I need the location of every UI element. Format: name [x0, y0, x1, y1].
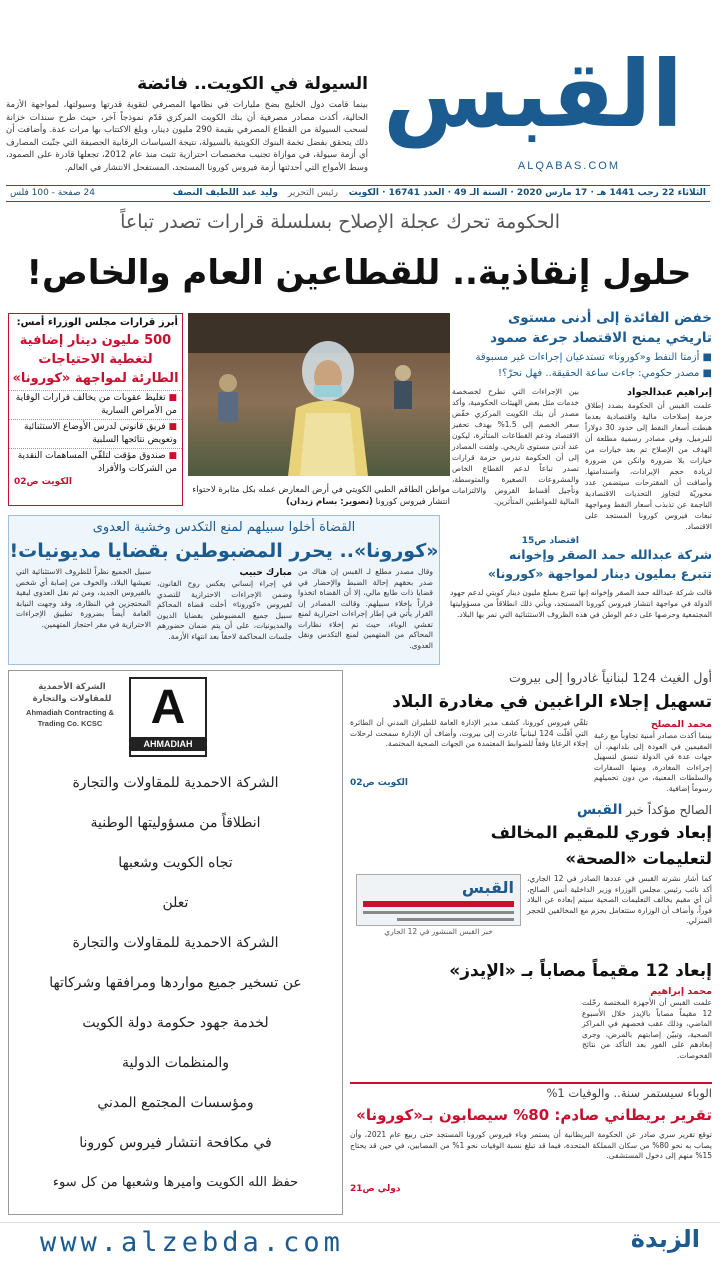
- main-kicker: الحكومة تحرك عجلة الإصلاح بسلسلة قرارات تصدر تباعاً: [120, 211, 560, 233]
- uk-kicker: الوباء سيستمر سنة.. والوفيات 1%: [546, 1086, 712, 1100]
- editorial-box: [6, 72, 368, 182]
- evac-body-right: بينما أكدت مصادر أمنية تجاوباً مع رغبة المقيمين في العودة إلى بلدانهم، أن جهات عدة في الدولة تنسق لتسهيل إجراءات المغادرة، ومنها السفارات والسلطات المعنية، من دون تحميلهم رسوماً إضافية.: [594, 731, 712, 793]
- clip-logo: القبس: [461, 878, 514, 897]
- ahmadiah-logo: [129, 677, 207, 757]
- ahmadiah-logo-name: AHMADIAH: [131, 737, 205, 751]
- evac-page-ref: الكويت ص02: [350, 778, 409, 788]
- ahmadiah-line: لخدمة جهود حكومة دولة الكويت: [82, 1015, 269, 1031]
- date-bar: [6, 185, 710, 202]
- uk-headline: تقرير بريطاني صادم: 80% سيصابون بـ«كورونا»: [356, 1106, 712, 1124]
- date-line: الثلاثاء 22 رجب 1441 هـ · 17 مارس 2020 · السنة الـ 49 · العدد 16741 · الكويت: [348, 188, 706, 198]
- ahmadiah-name-en: Ahmadiah Contracting & Trading Co. KCSC: [26, 708, 114, 728]
- cabinet-page-ref: الكويت ص02: [14, 477, 73, 487]
- hiv-author: محمد إبراهيم: [650, 986, 712, 997]
- deport-body: كما أشار نشرته القبس في عددها الصادر في 12 الجاري، أكد نائب رئيس مجلس الوزراء وزير الداخلية أنس الصالح، أن أي مقيم يخالف التعليمات الصحية سيتم إبعاده عن البلاد فوراً، وأضاف أن الوزارة ستتعامل بحزم مع المخالفين للحجر المنزلي.: [527, 874, 712, 925]
- footer-url: www.alzebda.com: [40, 1227, 344, 1258]
- hiv-headline: إبعاد 12 مقيماً مصاباً بـ «الإيدز»: [449, 961, 712, 981]
- hiv-story: [350, 957, 712, 1077]
- donation-body: قالت شركة عبدالله حمد الصقر وإخوانه إنها تتبرع بمبلغ مليون دينار كويتي لدعم جهود الدولة في مواجهة انتشار فيروس كورونا المستجد، ويأتي ذلك انطلاقاً من مسؤوليتها المجتمعية وحرصها على دعم الوطن في هذه الظروف الاستثنائية التي تمر بها البلاد.: [450, 588, 712, 619]
- courts-body-right: وقال مصدر مطلع لـ القبس إن هناك من صدر بحقهم إحالة الضبط والإحضار في قضايا ذات طابع مالي، إلا أن القضاة اتخذوا قراراً بإخلاء سبيلهم. وقالت المصادر إن القرار يأتي في إطار إجراءات احترازية لمنع تفشي الوباء، حيث تم إخلاء نظارات المحاكم من المتهمين لمنع التكدس ونقل العدوى.: [298, 567, 433, 650]
- ahmadiah-logo-letter: A: [150, 681, 186, 734]
- cabinet-big-2: لتغطية الاحتياجات: [38, 352, 153, 367]
- courts-body-left: سبيل الجميع نظراً للظروف الاستثنائية التي تعيشها البلاد، والخوف من إصابة أي شخص بالفيروس الجديد، ومن ثم نقل العدوى لبقية المحتجزين في النظارة، وقد وجهت النيابة العامة أيضاً بضرورة تطبيق الإجراءات الاحترازية في مقر احتجاز المتهمين.: [16, 567, 151, 629]
- editor-name: وليد عبد اللطيف النصف: [172, 188, 278, 198]
- cabinet-item: ■ تغليظ عقوبات من يخالف قرارات الوقاية من الأمراض السارية: [9, 390, 182, 419]
- photo-credit: (تصوير: بسام زيدان): [286, 497, 373, 507]
- uk-body: توقع تقرير سري صادر عن الحكومة البريطانية أن يستمر وباء فيروس كورونا المستجد حتى ربيع عام 2021، وأن يصاب به نحو 80% من سكان المملكة المتحدة، فيما قد تبلغ نسبة الوفيات نحو 1% من المصابين، في حين قد يحتاج 15% منهم إلى دخول المستشفى.: [350, 1130, 712, 1160]
- evac-kicker: أول الغيث 124 لبنانياً غادروا إلى بيروت: [509, 670, 712, 685]
- deport-clipping: [356, 874, 521, 926]
- health-worker-illustration: [188, 313, 450, 476]
- rates-bullet-1: ■ أزمتا النفط و«كورونا» تستدعيان إجراءات غير مسبوقة: [475, 352, 712, 363]
- footer-bar: [0, 1222, 720, 1265]
- cabinet-item: ■ صندوق مؤقت لتلقّي المساهمات النقدية من الشركات والأفراد: [9, 448, 182, 477]
- evac-story: [350, 668, 712, 796]
- ahmadiah-line: الشركة الاحمدية للمقاولات والتجارة: [72, 775, 279, 791]
- rates-author: إبراهيم عبدالجواد: [626, 387, 712, 398]
- uk-report: [350, 1082, 712, 1212]
- logo-text: القبس: [383, 41, 683, 148]
- ahmadiah-line: ومؤسسات المجتمع المدني: [97, 1095, 254, 1111]
- ahmadiah-ad: [8, 670, 343, 1215]
- ahmadiah-line: الشركة الاحمدية للمقاولات والتجارة: [72, 935, 279, 951]
- deport-kicker-logo: القبس: [576, 802, 623, 818]
- ahmadiah-message: [9, 763, 342, 1203]
- editorial-title: السيولة في الكويت.. فائضة: [137, 74, 368, 94]
- rates-story: [452, 308, 712, 546]
- courts-story: [8, 515, 440, 665]
- rates-bullet-2: ■ مصدر حكومي: جاءت ساعة الحقيقة.. فهل نحرّ؟!: [497, 368, 712, 379]
- rates-line2: تاريخي يمنح الاقتصاد جرعة صمود: [490, 330, 712, 346]
- courts-author: مبارك حبيب: [239, 568, 292, 578]
- ahmadiah-line: تعلن: [162, 895, 189, 911]
- evac-headline: تسهيل إجلاء الراغبين في مغادرة البلاد: [392, 692, 712, 712]
- evac-body-left: تلقّي فيروس كورونا، كشف مدير الإدارة العامة للطيران المدني أن الطائرة التي أقلّت 124 لبنانياً غادرت إلى بيروت، وأضاف أن الإدارة سمحت لرحلات إجلاء الرعايا وفقاً للضوابط المعتمدة من الجهات الصحية المختصة.: [350, 718, 588, 748]
- donation-line1: شركة عبدالله حمد الصقر وإخوانه: [509, 547, 712, 562]
- photo-caption: مواطن الطاقم الطبي الكويتي في أرض المعارض عمله بكل مثابرة لاحتواء انتشار فيروس كورونا (تصوير: بسام زيدان): [192, 485, 450, 507]
- ahmadiah-line: انطلاقاً من مسؤوليتها الوطنية: [90, 815, 261, 831]
- deport-line1: إبعاد فوري للمقيم المخالف: [490, 823, 712, 842]
- ahmadiah-line: والمنظمات الدولية: [122, 1055, 229, 1071]
- cabinet-item: ■ فريق قانوني لدرس الأوضاع الاستثنائية وتعويض نتائجها السلبية: [9, 419, 182, 448]
- courts-headline: «كورونا».. يحرر المضبوطين بقضايا مديونيات!: [9, 540, 439, 562]
- ahmadiah-name-ar: الشركة الأحمدية للمقاولات والتجارة: [32, 682, 112, 704]
- footer-brand: الزبدة: [630, 1225, 700, 1253]
- editorial-body: بينما قامت دول الخليج بضخ مليارات في نظامها المصرفي لتقوية قدرتها وسيولتها، لمواجهة الأزمة الحالية، أكدت مصادر مصرفية أن بنك الكويت المركزي قدّم نموذجاً آخر، حيث طرح سندات خزانة لسحب السيولة من القطاع المصرفي بقيمة 290 مليون دينار، وبلغ الاكتتاب بها مرات عدة. وأضافت أن ذلك يتحقق بفضل تخمة البنوك الكويتية بالسيولة، نتيجة السياسات الرقابية الحصيفة التي جنّبت المصارف أي أزمة سيولة، في موازاة تجنيب مخصصات احترازية تثبت منذ عام 2012، تجعلها قادرة على الصمود، وسط الأمواج التي أحدثتها أزمة فيروس كورونا المستجد، المستفحل الانتشار في العالم.: [6, 100, 368, 173]
- ahmadiah-line: حفظ الله الكويت واميرها وشعبها من كل سوء: [52, 1175, 299, 1190]
- editor-label: رئيس التحرير: [287, 188, 338, 198]
- hiv-body: علمت القبس أن الأجهزة المختصة رحّلت 12 مقيماً مصاباً بالإيدز خلال الأسبوع الماضي، وذلك عقب فحصهم في المراكز الصحية، وتبيّن إصابتهم بالمرض، وجرى إبعادهم على الفور بعد التأكد من نتائج الفحوصات.: [582, 998, 712, 1060]
- courts-body-mid: في إجراء إنساني يعكس روح القانون، وضمن الإجراءات الاحترازية للتصدي لفيروس «كورونا» أخلت قضاة المحاكم سبيل جميع المضبوطين بقضايا الديون والمديونيات، على أن يتم ضمان حضورهم جلسات المحاكمة لاحقاً بعد انتهاء الأزمة.: [157, 579, 292, 641]
- masthead-logo: [368, 40, 698, 150]
- cabinet-header: أبرز قرارات مجلس الوزراء أمس:: [9, 314, 182, 331]
- donation-line2: تتبرع بمليون دينار لمواجهة «كورونا»: [487, 566, 712, 581]
- cabinet-decisions-box: [8, 313, 183, 506]
- deport-kicker-row: الصالح مؤكداً خبر القبس: [576, 802, 712, 818]
- ahmadiah-line: تجاه الكويت وشعبها: [118, 855, 233, 871]
- main-headline: حلول إنقاذية.. للقطاعين العام والخاص!: [26, 253, 692, 293]
- front-photo: [188, 313, 450, 476]
- courts-kicker: القضاة أخلوا سبيلهم لمنع التكدس وخشية العدوى: [92, 520, 356, 535]
- rates-body-right: علمت القبس أن الحكومة بصدد إطلاق حزمة إصلاحات مالية واقتصادية بعدما هبطت أسعار النفط إلى حدود 30 دولاراً للبرميل، وفي مصادر رسمية مطلعة أن الهدف من الإصلاح تم بعد خيارات من خيارات بلا ضرورة وانكن من ضرورة لزيادة حجم الإيرادات، واستدامتها. وأضافت أن المقترحات سيتضمن عدد محوريّة لتجاوز التحديات الاقتصادية الناجمة عن تذبذب أسعار النفط ومواجهة تبعات فيروس كورونا المستجد على الاقتصاد.: [585, 401, 712, 531]
- donation-story: [450, 545, 712, 673]
- site-url: ALQABAS.COM: [517, 160, 620, 172]
- deport-line2: لتعليمات «الصحة»: [565, 849, 712, 868]
- evac-author: محمد المصلح: [650, 719, 712, 730]
- pages-price: 24 صفحة - 100 فلس: [10, 188, 95, 198]
- rates-line1: خفض الفائدة إلى أدنى مستوى: [507, 310, 712, 326]
- cabinet-big-3: الطارئة لمواجهة «كورونا»: [12, 371, 179, 386]
- ahmadiah-line: في مكافحة انتشار فيروس كورونا: [79, 1135, 272, 1151]
- uk-page-ref: دولي ص21: [350, 1184, 401, 1194]
- cabinet-big-1: 500 مليون دينار إضافية: [19, 333, 172, 348]
- deportation-story: [350, 800, 712, 950]
- deport-clip-caption: خبر القبس المنشور في 12 الجاري: [384, 927, 493, 936]
- rates-body-left: بين الإجراءات التي تطرح لخصخصة خدمات مثل بعض الهيئات الحكومية، وأكد مصدر أن بنك الكويت المركزي خفّض سعر الخصم إلى 1.5% بهدف تحفيز الاقتصاد ودعم القطاعات المتأثرة، ليكون عند أدنى مستوى تاريخي. ولفتت المصادر إلى أن الحكومة تدرس حزمة قرارات تصدر تباعاً لدعم القطاع الخاص والمشروعات الصغيرة والمتوسطة، وتأجيل أقساط القروض والالتزامات المالية للمواطنين المتأثرين.: [452, 387, 579, 506]
- rates-page-ref: اقتصاد ص15: [521, 536, 579, 546]
- ahmadiah-line: عن تسخير جميع مواردها ومرافقها وشركاتها: [49, 975, 302, 991]
